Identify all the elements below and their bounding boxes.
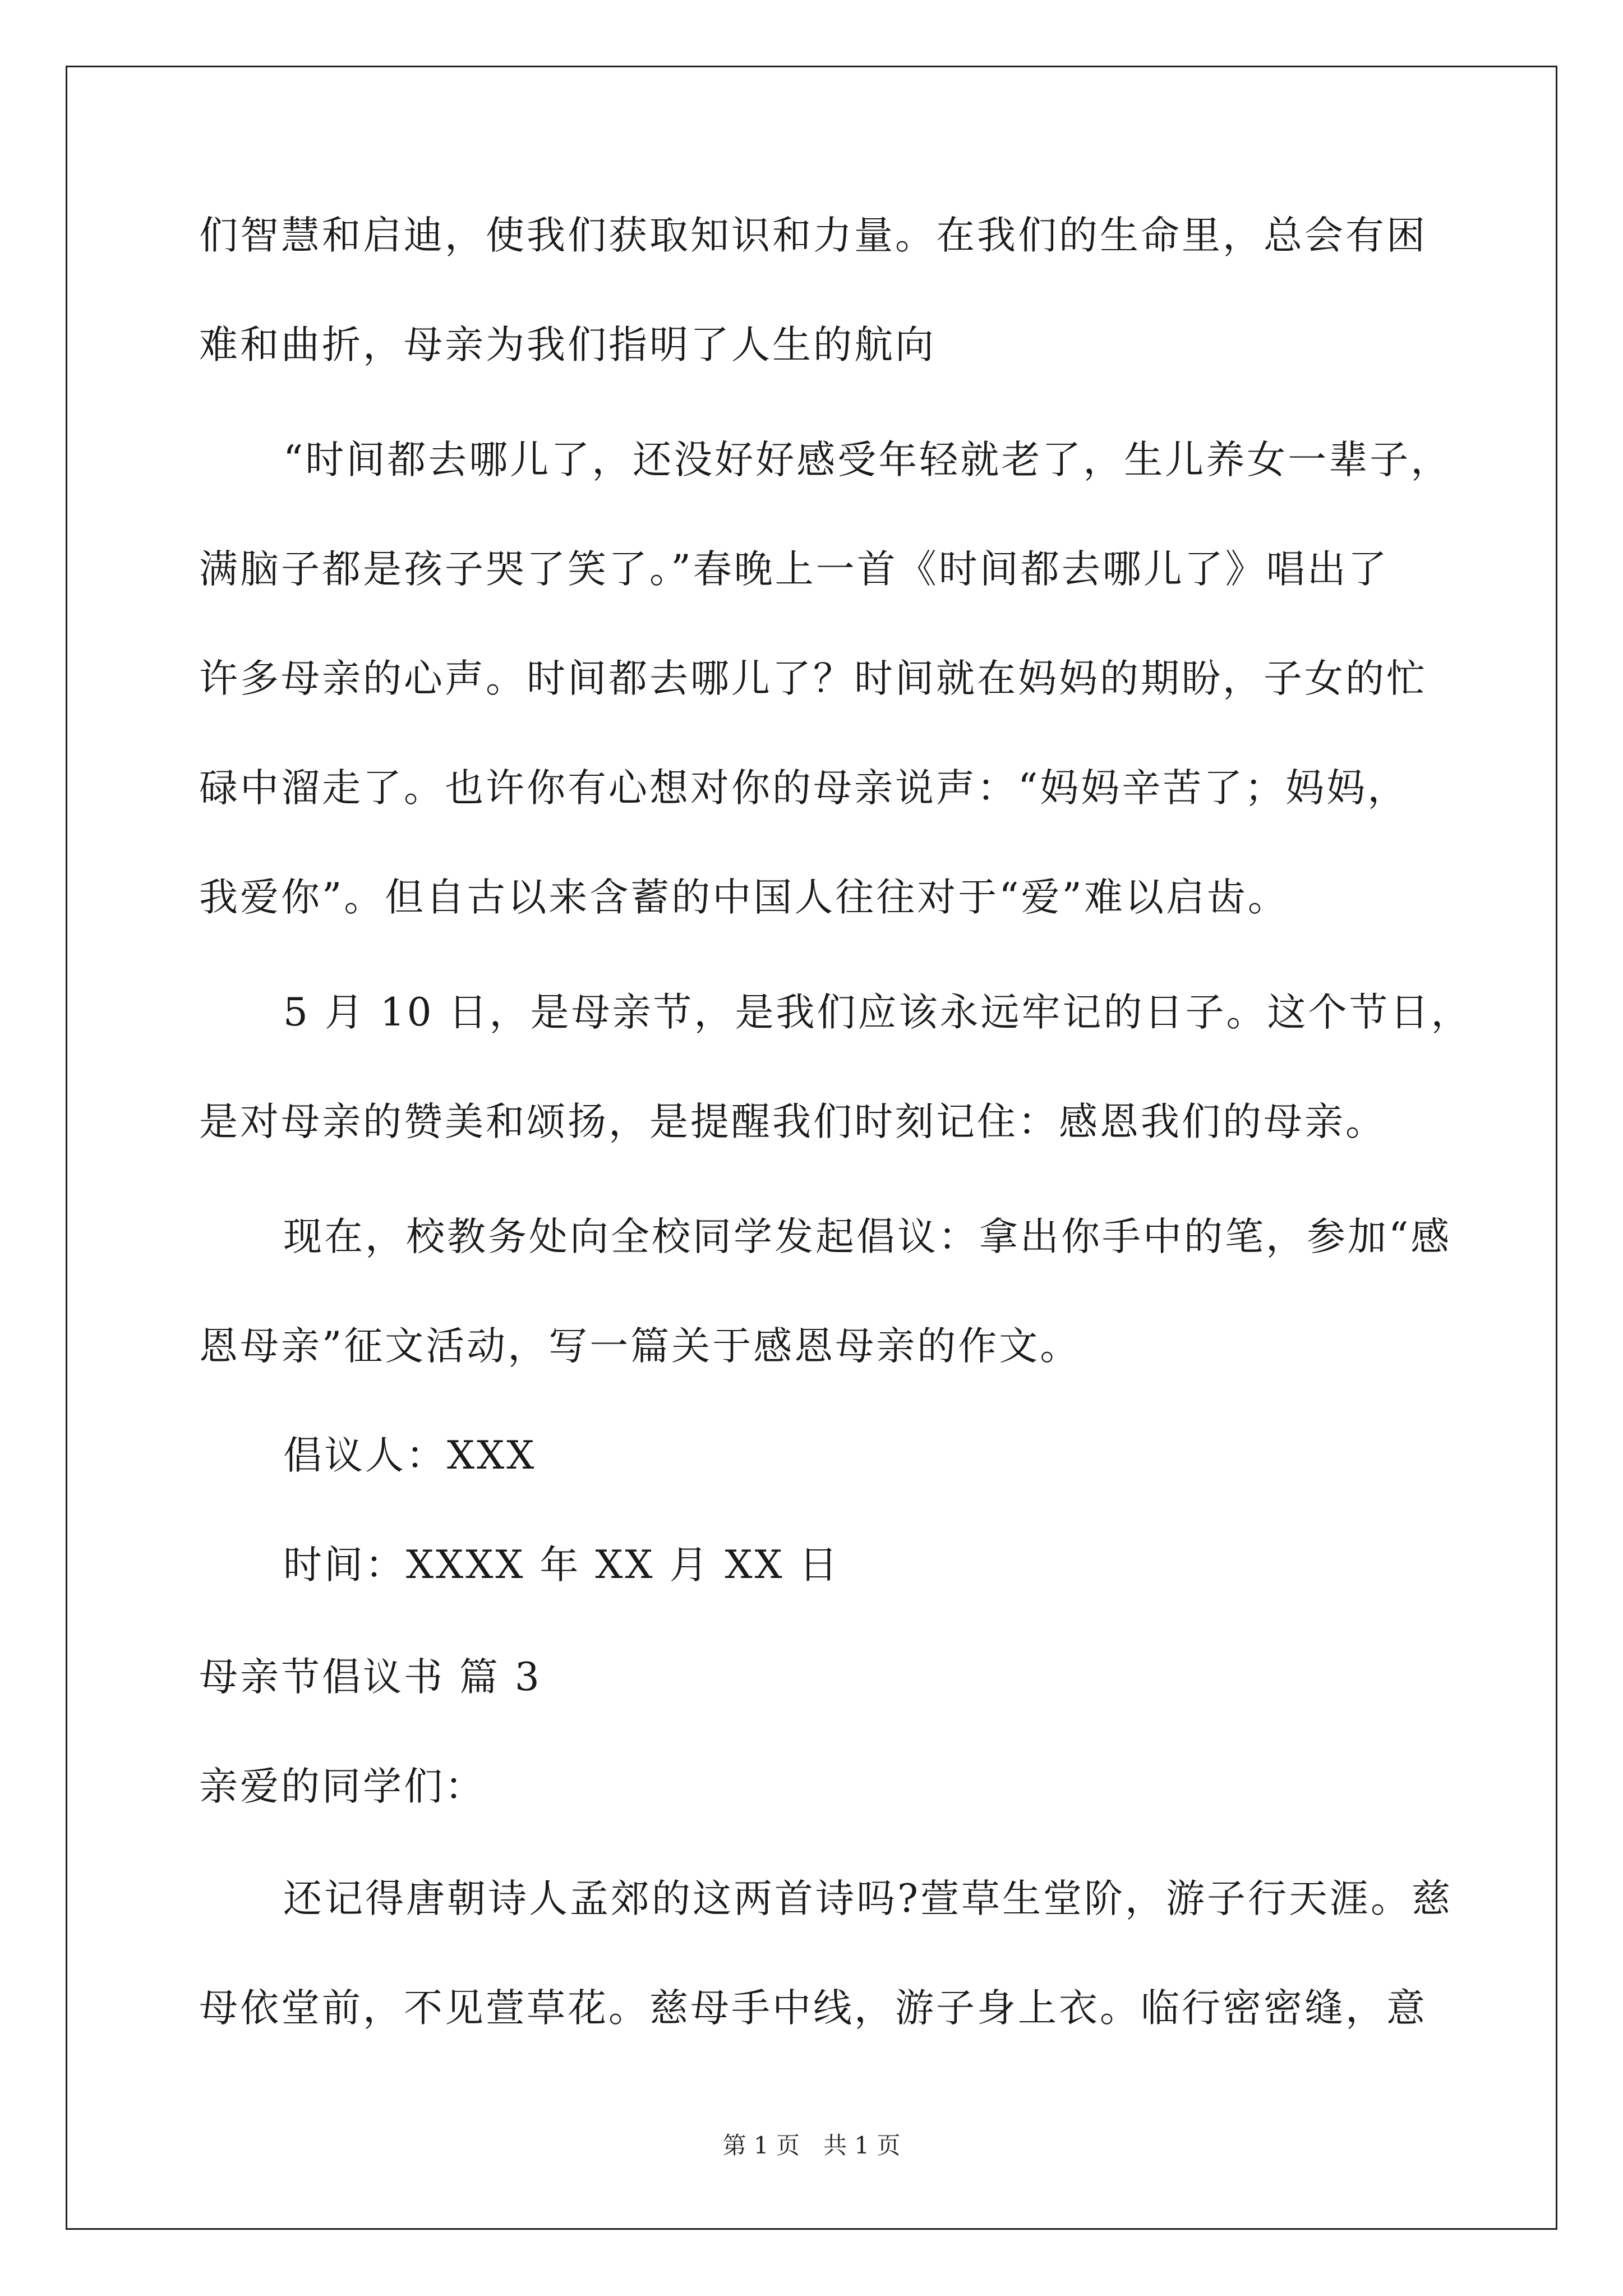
signature-line: 倡议人：XXX <box>283 1433 537 1478</box>
paragraph-line: 5 月 10 日，是母亲节，是我们应该永远牢记的日子。这个节日， <box>283 990 1472 1035</box>
paragraph-line: 难和曲折，母亲为我们指明了人生的航向 <box>199 323 936 367</box>
paragraph-line: 们智慧和启迪，使我们获取知识和力量。在我们的生命里，总会有困 <box>199 213 1427 258</box>
salutation: 亲爱的同学们： <box>199 1764 486 1809</box>
section-heading: 母亲节倡议书 篇 3 <box>199 1655 542 1700</box>
paragraph-line: 还记得唐朝诗人孟郊的这两首诗吗?萱草生堂阶，游子行天涯。慈 <box>283 1876 1453 1921</box>
paragraph-line: 许多母亲的心声。时间都去哪儿了？时间就在妈妈的期盼，子女的忙 <box>199 656 1427 701</box>
paragraph-line: 满脑子都是孩子哭了笑了。”春晚上一首《时间都去哪儿了》唱出了 <box>199 547 1389 592</box>
paragraph-line: 现在，校教务处向全校同学发起倡议：拿出你手中的笔，参加“感 <box>283 1214 1452 1259</box>
paragraph-line: “时间都去哪儿了，还没好好感受年轻就老了，生儿养女一辈子， <box>283 438 1452 482</box>
date-line: 时间：XXXX 年 XX 月 XX 日 <box>283 1543 840 1588</box>
paragraph-line: 恩母亲”征文活动，写一篇关于感恩母亲的作文。 <box>199 1324 1081 1369</box>
page-footer: 第 1 页 共 1 页 <box>722 2132 901 2159</box>
paragraph-line: 碌中溜走了。也许你有心想对你的母亲说声：“妈妈辛苦了；妈妈， <box>199 766 1409 811</box>
paragraph-line: 母依堂前，不见萱草花。慈母手中线，游子身上衣。临行密密缝，意 <box>199 1986 1427 2031</box>
paragraph-line: 我爱你”。但自古以来含蓄的中国人往往对于“爱”难以启齿。 <box>199 875 1289 920</box>
paragraph-line: 是对母亲的赞美和颂扬，是提醒我们时刻记住：感恩我们的母亲。 <box>199 1099 1386 1144</box>
